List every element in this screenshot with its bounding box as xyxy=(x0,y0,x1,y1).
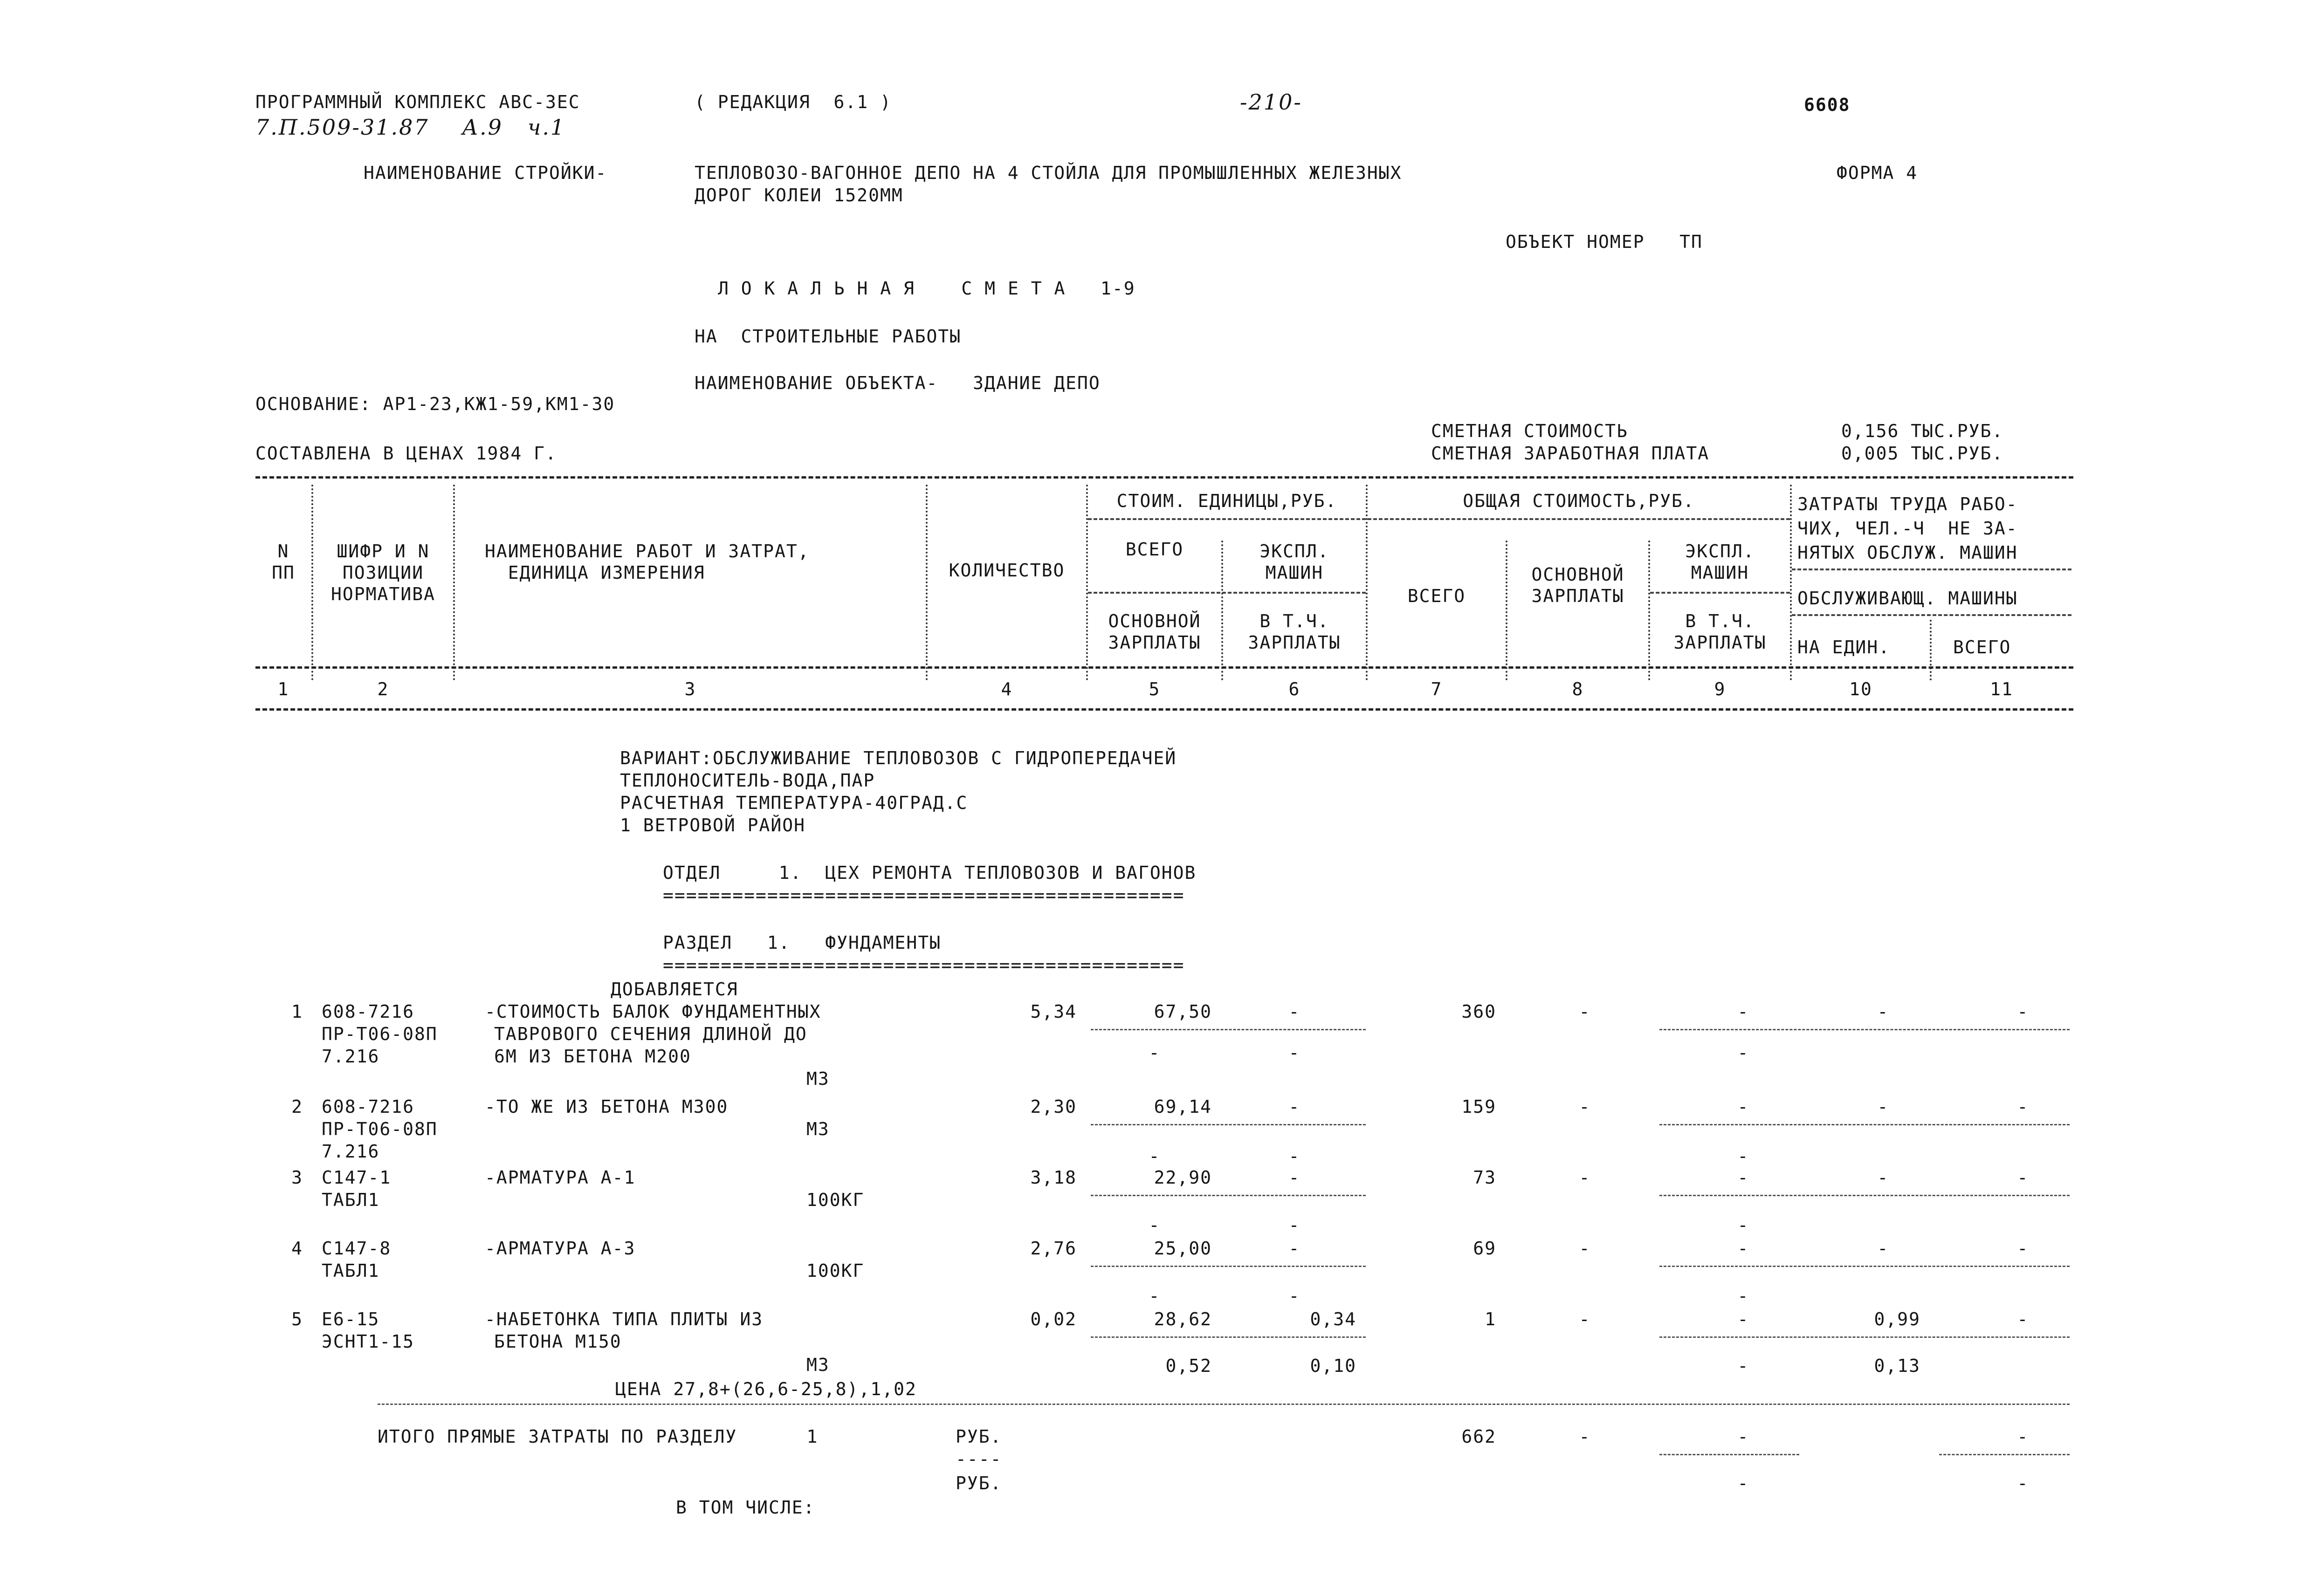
row-quantity: 3,18 xyxy=(1030,1167,1077,1188)
row-subrule xyxy=(1659,1266,2070,1267)
column-index: 5 xyxy=(1149,679,1161,699)
header-col-code: ШИФР И N ПОЗИЦИИ НОРМАТИВА xyxy=(331,541,435,604)
column-index: 7 xyxy=(1431,679,1443,699)
column-index: 3 xyxy=(684,679,696,699)
edition: ( РЕДАКЦИЯ 6.1 ) xyxy=(695,92,892,112)
section-total-labor: - xyxy=(2017,1426,2029,1447)
table-top-rule xyxy=(255,476,2073,479)
header-labor: ЗАТРАТЫ ТРУДА РАБО- ЧИХ, ЧЕЛ.-Ч НЕ ЗА- НЯТЫХ ОБСЛУЖ. МАШИН xyxy=(1797,494,2018,563)
row-name: БЕТОНА М150 xyxy=(494,1331,622,1352)
section-total-rule xyxy=(378,1404,2070,1405)
row-total: 73 xyxy=(1473,1167,1496,1188)
row-number: 2 xyxy=(291,1096,303,1117)
column-divider xyxy=(1790,485,1792,680)
row-unit: 100КГ xyxy=(806,1260,865,1281)
program-name: ПРОГРАММНЫЙ КОМПЛЕКС АВС-3ЕС xyxy=(255,92,580,112)
row-unit: М3 xyxy=(806,1119,830,1139)
section-total-subrule xyxy=(1939,1454,2070,1455)
column-index: 11 xyxy=(1990,679,2013,699)
header-unit-basic-wage: ОСНОВНОЙ ЗАРПЛАТЫ xyxy=(1108,611,1201,653)
header-subrule xyxy=(1088,518,1366,520)
header-subrule xyxy=(1792,614,2071,616)
header-total-incl: В Т.Ч. ЗАРПЛАТЫ xyxy=(1673,611,1767,653)
row-unit-cost: 25,00 xyxy=(1154,1238,1212,1259)
row-code: С147-8 xyxy=(322,1238,392,1259)
added-label: ДОБАВЛЯЕТСЯ xyxy=(611,979,738,1000)
column-index: 10 xyxy=(1849,679,1872,699)
department-underline: ============================================= xyxy=(663,885,1185,905)
row-total-basic: - xyxy=(1579,1167,1591,1188)
row-labor-total: - xyxy=(2017,1167,2029,1188)
row-unit-cost: 69,14 xyxy=(1154,1096,1212,1117)
variant-line: ВАРИАНТ:ОБСЛУЖИВАНИЕ ТЕПЛОВОЗОВ С ГИДРОПЕРЕДАЧЕЙ xyxy=(620,748,1177,768)
row-total-expl-wage: - xyxy=(1737,1042,1749,1063)
document-code: 6608 xyxy=(1804,95,1851,115)
row-total: 1 xyxy=(1485,1309,1496,1329)
row-total-basic: - xyxy=(1579,1001,1591,1022)
row-subrule xyxy=(1091,1336,1366,1338)
row-labor-unit: - xyxy=(1877,1096,1889,1117)
stroyka-line-2: ДОРОГ КОЛЕИ 1520ММ xyxy=(695,185,903,205)
column-divider xyxy=(926,485,928,680)
row-unit-wage: - xyxy=(1149,1042,1161,1063)
stroyka-line-1: ТЕПЛОВОЗО-ВАГОННОЕ ДЕПО НА 4 СТОЙЛА ДЛЯ ПРОМЫШЛЕННЫХ ЖЕЛЕЗНЫХ xyxy=(695,163,1402,183)
row-name: -АРМАТУРА А-3 xyxy=(485,1238,636,1259)
row-total-expl: - xyxy=(1737,1001,1749,1022)
row-name: ТАВРОВОГО СЕЧЕНИЯ ДЛИНОЙ ДО xyxy=(494,1024,807,1044)
row-unit-wage: 0,52 xyxy=(1165,1356,1212,1376)
header-subrule xyxy=(1650,592,1790,594)
row-total: 159 xyxy=(1461,1096,1496,1117)
row-unit-expl-wage: 0,10 xyxy=(1310,1356,1356,1376)
page-number: -210- xyxy=(1240,89,1302,115)
row-code: ПР-Т06-08П xyxy=(322,1024,438,1044)
row-code: Е6-15 xyxy=(322,1309,380,1329)
row-total-expl-wage: - xyxy=(1737,1146,1749,1166)
row-code: ЭСНТ1-15 xyxy=(322,1331,415,1352)
row-name: -АРМАТУРА А-1 xyxy=(485,1167,636,1188)
row-subrule xyxy=(1091,1266,1366,1267)
section-total-expl: - xyxy=(1737,1426,1749,1447)
row-code: 7.216 xyxy=(322,1046,380,1067)
header-labor-service: ОБСЛУЖИВАЮЩ. МАШИНЫ xyxy=(1797,588,2018,609)
wage-label: СМЕТНАЯ ЗАРАБОТНАЯ ПЛАТА xyxy=(1431,443,1710,464)
section-title: РАЗДЕЛ 1. ФУНДАМЕНТЫ xyxy=(663,932,942,953)
variant-line: ТЕПЛОНОСИТЕЛЬ-ВОДА,ПАР xyxy=(620,770,875,791)
currency-rule: ---- xyxy=(956,1449,1002,1469)
header-total-basic: ОСНОВНОЙ ЗАРПЛАТЫ xyxy=(1531,564,1624,606)
header-unit-incl-wage: В Т.Ч. ЗАРПЛАТЫ xyxy=(1248,611,1341,653)
row-subrule xyxy=(1659,1336,2070,1338)
document-subtitle: НА СТРОИТЕЛЬНЫЕ РАБОТЫ xyxy=(695,326,962,347)
row-unit-expl-wage: - xyxy=(1288,1215,1300,1235)
row-total-expl: - xyxy=(1737,1309,1749,1329)
column-divider xyxy=(453,485,455,680)
row-total: 69 xyxy=(1473,1238,1496,1259)
header-subrule xyxy=(1088,592,1366,594)
row-unit-expl-wage: - xyxy=(1288,1042,1300,1063)
row-unit-cost: 22,90 xyxy=(1154,1167,1212,1188)
row-subrule xyxy=(1091,1029,1366,1030)
section-total-basic: - xyxy=(1579,1426,1591,1447)
price-note: ЦЕНА 27,8+(26,6-25,8),1,02 xyxy=(615,1379,917,1399)
header-col-name: НАИМЕНОВАНИЕ РАБОТ И ЗАТРАТ, ЕДИНИЦА ИЗМЕРЕНИЯ xyxy=(485,541,810,583)
row-quantity: 0,02 xyxy=(1030,1309,1077,1329)
wage-value: 0,005 ТЫС.РУБ. xyxy=(1841,443,2004,464)
row-name: -СТОИМОСТЬ БАЛОК ФУНДАМЕНТНЫХ xyxy=(485,1001,821,1022)
header-unit-all: ВСЕГО xyxy=(1125,539,1184,560)
object-number: ОБЪЕКТ НОМЕР ТП xyxy=(1506,232,1703,252)
section-total-value: 662 xyxy=(1461,1426,1496,1447)
row-unit-expl: - xyxy=(1288,1238,1300,1259)
row-labor-unit: - xyxy=(1877,1001,1889,1022)
currency-label: РУБ. xyxy=(956,1473,1002,1493)
row-number: 4 xyxy=(291,1238,303,1259)
row-name: -НАБЕТОНКА ТИПА ПЛИТЫ ИЗ xyxy=(485,1309,764,1329)
row-number: 1 xyxy=(291,1001,303,1022)
section-total-subrule xyxy=(1659,1454,1799,1455)
header-per-unit: НА ЕДИН. xyxy=(1797,637,1891,658)
row-unit-wage: - xyxy=(1149,1215,1161,1235)
header-unit-cost: СТОИМ. ЕДИНИЦЫ,РУБ. xyxy=(1116,491,1337,511)
object-name: НАИМЕНОВАНИЕ ОБЪЕКТА- ЗДАНИЕ ДЕПО xyxy=(695,373,1101,393)
row-total-expl: - xyxy=(1737,1096,1749,1117)
section-total-labor-wage: - xyxy=(2017,1473,2029,1493)
column-divider xyxy=(1366,485,1368,680)
stroyka-label: НАИМЕНОВАНИЕ СТРОЙКИ- xyxy=(364,163,607,183)
including-label: В ТОМ ЧИСЛЕ: xyxy=(676,1497,815,1518)
row-quantity: 5,34 xyxy=(1030,1001,1077,1022)
row-labor-total: - xyxy=(2017,1238,2029,1259)
prices-year: СОСТАВЛЕНА В ЦЕНАХ 1984 Г. xyxy=(255,443,557,464)
header-unit-expl: ЭКСПЛ. МАШИН xyxy=(1259,541,1329,583)
row-labor-total: - xyxy=(2017,1309,2029,1329)
row-labor-total: - xyxy=(2017,1001,2029,1022)
currency-label: РУБ. xyxy=(956,1426,1002,1447)
row-unit-cost: 67,50 xyxy=(1154,1001,1212,1022)
document-title: Л О К А Л Ь Н А Я С М Е Т А 1-9 xyxy=(718,278,1135,299)
column-index: 2 xyxy=(377,679,389,699)
section-underline: ============================================= xyxy=(663,955,1185,975)
basis: ОСНОВАНИЕ: АР1-23,КЖ1-59,КМ1-30 xyxy=(255,394,615,414)
row-name: -ТО ЖЕ ИЗ БЕТОНА М300 xyxy=(485,1096,729,1117)
row-code: 7.216 xyxy=(322,1141,380,1162)
cost-label: СМЕТНАЯ СТОИМОСТЬ xyxy=(1431,421,1628,441)
row-unit-expl-wage: - xyxy=(1288,1146,1300,1166)
column-index: 1 xyxy=(277,679,289,699)
table-header-end-rule xyxy=(255,708,2073,711)
row-quantity: 2,30 xyxy=(1030,1096,1077,1117)
row-total-expl: - xyxy=(1737,1238,1749,1259)
row-unit-expl: - xyxy=(1288,1096,1300,1117)
row-number: 3 xyxy=(291,1167,303,1188)
row-subrule xyxy=(1659,1124,2070,1125)
row-unit-expl: - xyxy=(1288,1001,1300,1022)
handwritten-reference: 7.П.509-31.87 А.9 ч.1 xyxy=(255,115,566,140)
row-code: С147-1 xyxy=(322,1167,392,1188)
header-bottom-rule xyxy=(255,666,2073,669)
row-number: 5 xyxy=(291,1309,303,1329)
row-code: ПР-Т06-08П xyxy=(322,1119,438,1139)
column-index: 8 xyxy=(1572,679,1584,699)
row-total-basic: - xyxy=(1579,1309,1591,1329)
row-name: 6М ИЗ БЕТОНА М200 xyxy=(494,1046,691,1067)
header-total-expl: ЭКСПЛ. МАШИН xyxy=(1685,541,1755,583)
row-subrule xyxy=(1659,1195,2070,1196)
row-subrule xyxy=(1091,1124,1366,1125)
row-code: 608-7216 xyxy=(322,1096,415,1117)
header-labor-total: ВСЕГО xyxy=(1953,637,2011,658)
row-quantity: 2,76 xyxy=(1030,1238,1077,1259)
header-col-quantity: КОЛИЧЕСТВО xyxy=(949,560,1065,581)
row-total-basic: - xyxy=(1579,1096,1591,1117)
row-unit-wage: - xyxy=(1149,1286,1161,1306)
row-code: ТАБЛ1 xyxy=(322,1190,380,1210)
row-total-basic: - xyxy=(1579,1238,1591,1259)
header-subrule xyxy=(1368,518,1790,520)
row-code: ТАБЛ1 xyxy=(322,1260,380,1281)
row-unit-cost: 28,62 xyxy=(1154,1309,1212,1329)
column-divider xyxy=(1930,620,1932,680)
row-total-expl-wage: - xyxy=(1737,1215,1749,1235)
row-unit-wage: - xyxy=(1149,1146,1161,1166)
row-labor-unit-wage: 0,13 xyxy=(1874,1356,1920,1376)
row-subrule xyxy=(1659,1029,2070,1030)
header-total-cost: ОБЩАЯ СТОИМОСТЬ,РУБ. xyxy=(1463,491,1695,511)
column-index: 6 xyxy=(1288,679,1300,699)
row-code: 608-7216 xyxy=(322,1001,415,1022)
variant-line: 1 ВЕТРОВОЙ РАЙОН xyxy=(620,815,806,836)
row-labor-unit: - xyxy=(1877,1167,1889,1188)
header-col-number: N ПП xyxy=(272,541,295,583)
row-total-expl-wage: - xyxy=(1737,1356,1749,1376)
row-unit: 100КГ xyxy=(806,1190,865,1210)
column-index: 4 xyxy=(1001,679,1013,699)
row-total: 360 xyxy=(1461,1001,1496,1022)
row-labor-unit: - xyxy=(1877,1238,1889,1259)
row-unit: М3 xyxy=(806,1355,830,1375)
cost-value: 0,156 ТЫС.РУБ. xyxy=(1841,421,2004,441)
header-total-all: ВСЕГО xyxy=(1407,586,1466,606)
header-subrule xyxy=(1792,569,2071,570)
department-title: ОТДЕЛ 1. ЦЕХ РЕМОНТА ТЕПЛОВОЗОВ И ВАГОНОВ xyxy=(663,863,1197,883)
row-total-expl-wage: - xyxy=(1737,1286,1749,1306)
column-divider xyxy=(1506,541,1507,680)
row-unit-expl: 0,34 xyxy=(1310,1309,1356,1329)
form-number: ФОРМА 4 xyxy=(1837,163,1918,183)
row-unit-expl: - xyxy=(1288,1167,1300,1188)
variant-line: РАСЧЕТНАЯ ТЕМПЕРАТУРА-40ГРАД.С xyxy=(620,793,968,813)
row-total-expl: - xyxy=(1737,1167,1749,1188)
row-unit-expl-wage: - xyxy=(1288,1286,1300,1306)
column-index: 9 xyxy=(1714,679,1726,699)
row-labor-total: - xyxy=(2017,1096,2029,1117)
section-total-label: ИТОГО ПРЯМЫЕ ЗАТРАТЫ ПО РАЗДЕЛУ 1 xyxy=(378,1426,819,1447)
row-subrule xyxy=(1091,1195,1366,1196)
row-unit: М3 xyxy=(806,1069,830,1089)
section-total-expl-wage: - xyxy=(1737,1473,1749,1493)
row-labor-unit: 0,99 xyxy=(1874,1309,1920,1329)
